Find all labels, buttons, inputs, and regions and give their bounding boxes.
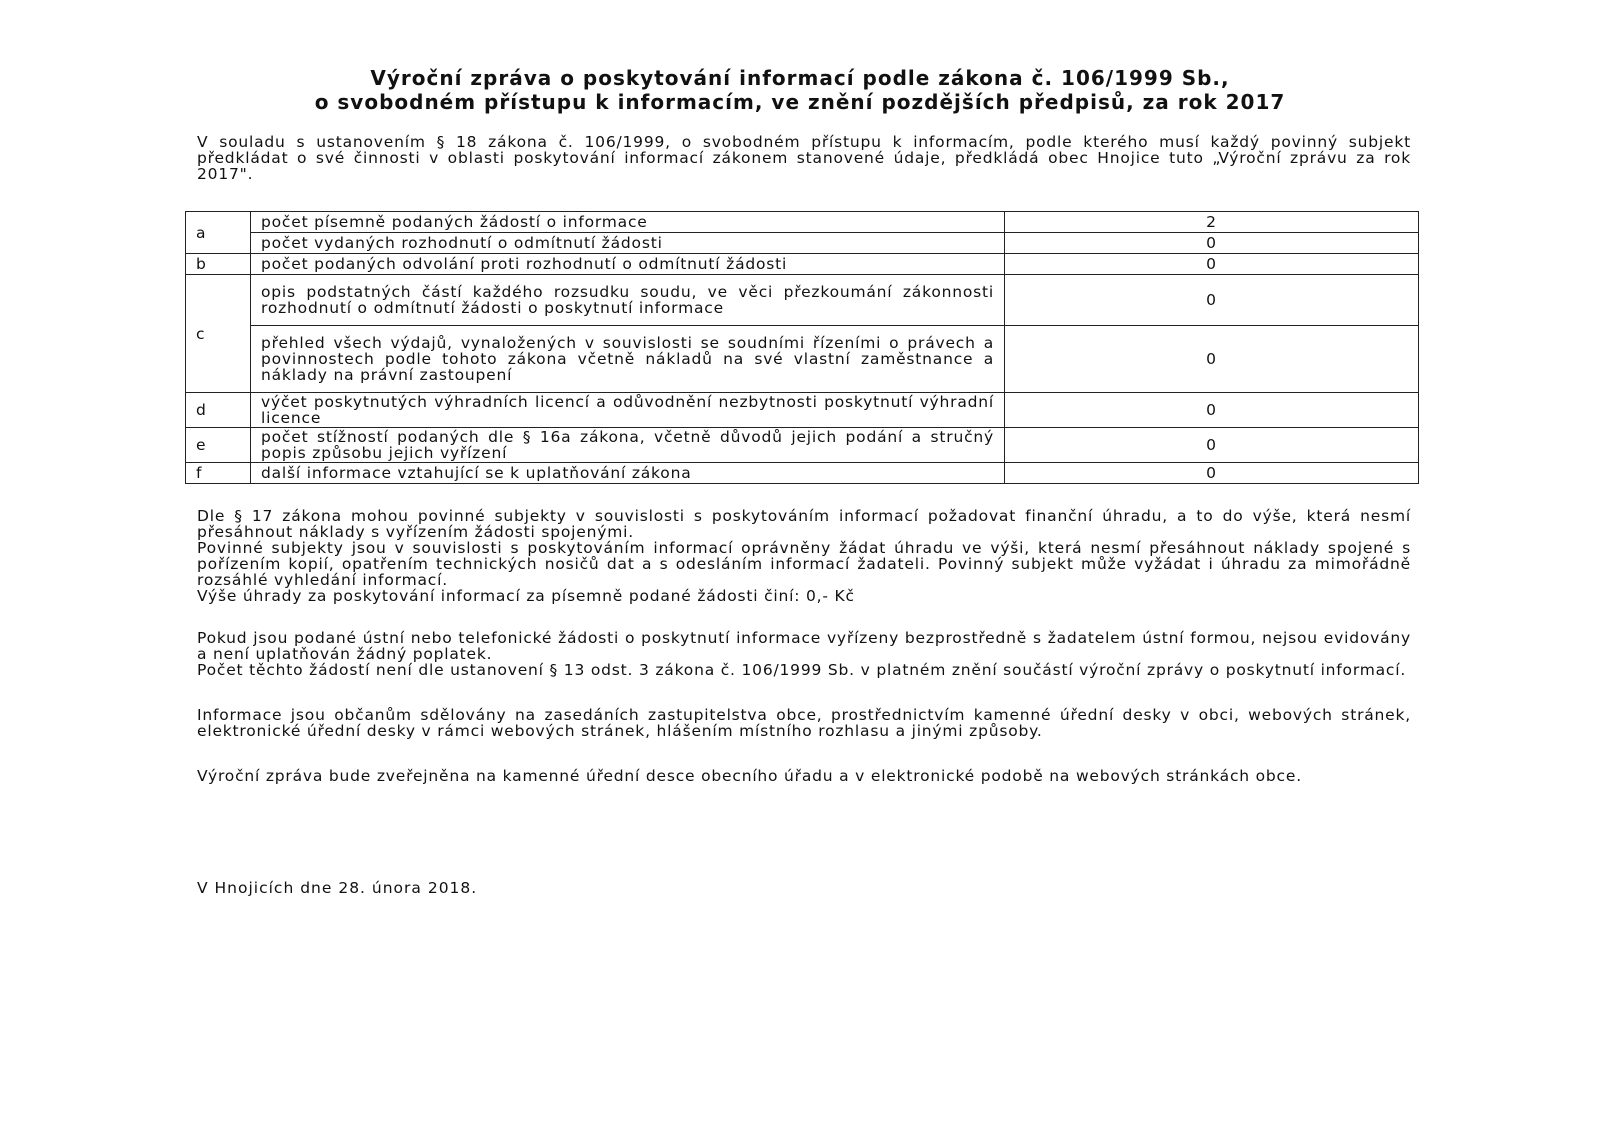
report-title-line-2: o svobodném přístupu k informacím, ve znění pozdějších předpisů, za rok 2017 bbox=[314, 90, 1286, 114]
row-value: 0 bbox=[1005, 233, 1419, 254]
oral-requests-section bbox=[197, 630, 1411, 678]
row-value: 0 bbox=[1005, 393, 1419, 428]
row-value: 0 bbox=[1005, 326, 1419, 393]
report-title bbox=[150, 66, 1450, 114]
place-and-date: V Hnojicích dne 28. února 2018. bbox=[197, 879, 478, 897]
table-row bbox=[186, 463, 1419, 484]
row-letter-c: c bbox=[186, 275, 251, 393]
row-letter-b: b bbox=[186, 254, 251, 275]
fee-paragraph-1: Dle § 17 zákona mohou povinné subjekty v souvislosti s poskytováním informací požadovat finanční úhradu, a to do výše, která nesmí přesáhnout náklady s vyřízením žádosti spojenými. bbox=[197, 507, 1411, 541]
row-description: opis podstatných částí každého rozsudku soudu, ve věci přezkoumání zákonnosti rozhodnutí o odmítnutí žádosti o poskytnutí informace bbox=[251, 275, 1005, 326]
row-description: výčet poskytnutých výhradních licencí a odůvodnění nezbytnosti poskytnutí výhradní licence bbox=[251, 393, 1005, 428]
fee-paragraph-2: Povinné subjekty jsou v souvislosti s poskytováním informací oprávněny žádat úhradu ve výši, která nesmí přesáhnout náklady spojené s pořízením kopií, opatřením technických nosičů dat a s odesláním informací žadateli. Povinný subjekt může vyžádat i úhradu za mimořádně rozsáhlé vyhledání informací. bbox=[197, 539, 1411, 589]
fee-section bbox=[197, 508, 1411, 604]
row-value: 0 bbox=[1005, 254, 1419, 275]
table-row bbox=[186, 212, 1419, 233]
table-row bbox=[186, 254, 1419, 275]
row-value: 0 bbox=[1005, 463, 1419, 484]
report-table bbox=[185, 211, 1419, 484]
row-description: přehled všech výdajů, vynaložených v souvislosti se soudními řízeními o právech a povinnostech podle tohoto zákona včetně nákladů na své vlastní zaměstnance a náklady na právní zastoupení bbox=[251, 326, 1005, 393]
row-description: počet vydaných rozhodnutí o odmítnutí žádosti bbox=[251, 233, 1005, 254]
table-row bbox=[186, 393, 1419, 428]
information-channels-paragraph: Informace jsou občanům sdělovány na zasedáních zastupitelstva obce, prostřednictvím kamenné úřední desky v obci, webových stránek, elektronické úřední desky v rámci webových stránek, hlášením místního rozhlasu a jinými způsoby. bbox=[197, 706, 1411, 740]
publication-paragraph: Výroční zpráva bude zveřejněna na kamenné úřední desce obecního úřadu a v elektronické podobě na webových stránkách obce. bbox=[197, 767, 1302, 785]
row-value: 2 bbox=[1005, 212, 1419, 233]
row-description: další informace vztahující se k uplatňování zákona bbox=[251, 463, 1005, 484]
row-value: 0 bbox=[1005, 428, 1419, 463]
table-row bbox=[186, 428, 1419, 463]
row-letter-e: e bbox=[186, 428, 251, 463]
oral-paragraph-2: Počet těchto žádostí není dle ustanovení § 13 odst. 3 zákona č. 106/1999 Sb. v platném znění součástí výroční zprávy o poskytnutí informací. bbox=[197, 661, 1407, 679]
table-row bbox=[186, 275, 1419, 326]
row-description: počet písemně podaných žádostí o informace bbox=[251, 212, 1005, 233]
oral-paragraph-1: Pokud jsou podané ústní nebo telefonické žádosti o poskytnutí informace vyřízeny bezprostředně s žadatelem ústní formou, nejsou evidovány a není uplatňován žádný poplatek. bbox=[197, 629, 1411, 663]
row-letter-a: a bbox=[186, 212, 251, 254]
fee-paragraph-3: Výše úhrady za poskytování informací za písemně podané žádosti činí: 0,- Kč bbox=[197, 587, 855, 605]
table-row bbox=[186, 326, 1419, 393]
row-letter-f: f bbox=[186, 463, 251, 484]
row-value: 0 bbox=[1005, 275, 1419, 326]
table-row bbox=[186, 233, 1419, 254]
intro-paragraph: V souladu s ustanovením § 18 zákona č. 106/1999, o svobodném přístupu k informacím, podle kterého musí každý povinný subjekt předkládat o své činnosti v oblasti poskytování informací zákonem stanovené údaje, předkládá obec Hnojice tuto „Výroční zprávu za rok 2017". bbox=[197, 133, 1411, 183]
row-description: počet podaných odvolání proti rozhodnutí o odmítnutí žádosti bbox=[251, 254, 1005, 275]
row-letter-d: d bbox=[186, 393, 251, 428]
row-description: počet stížností podaných dle § 16a zákona, včetně důvodů jejich podání a stručný popis způsobu jejich vyřízení bbox=[251, 428, 1005, 463]
report-title-line-1: Výroční zpráva o poskytování informací podle zákona č. 106/1999 Sb., bbox=[370, 66, 1230, 90]
